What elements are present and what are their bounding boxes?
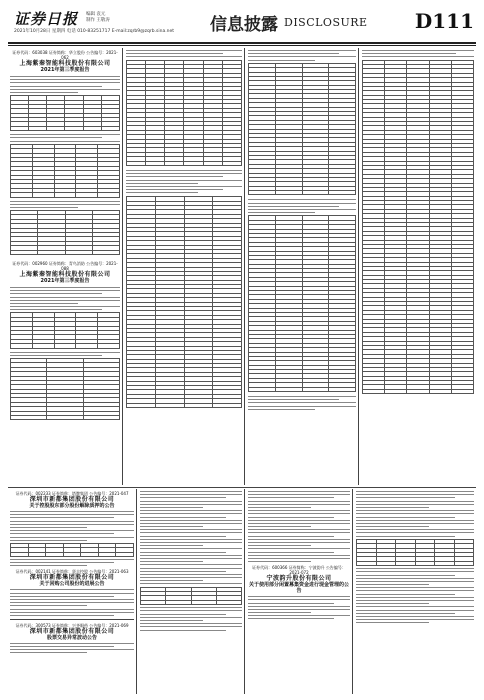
notice-title: 深圳市新都集团股份有限公司 xyxy=(29,574,115,582)
financial-table xyxy=(126,196,242,408)
lower-column-1 xyxy=(10,491,134,694)
notice-header: 证券代码：002960 证券简称：青鸟消防 公告编号：2021-088 xyxy=(12,260,118,271)
financial-table xyxy=(248,63,356,196)
notice-header: 证券代码：600366 证券简称：宁波韵升 公告编号：2021-072 xyxy=(252,565,346,576)
column-3 xyxy=(248,50,356,485)
financial-table xyxy=(10,144,120,198)
notice-subtitle: 股票交易异常波动公告 xyxy=(46,634,97,641)
editor-credits: 编辑 袁元 制作 王敬涛 xyxy=(86,12,110,23)
lower-column-2 xyxy=(140,491,242,694)
section-subtitle: DISCLOSURE xyxy=(284,16,368,29)
notice-subtitle: 关于控股股东部分股份解除质押的公告 xyxy=(29,503,115,509)
notice-title: 深圳市新都集团股份有限公司 xyxy=(29,496,115,503)
pledge-table xyxy=(10,543,134,557)
notice-title: 深圳市新都集团股份有限公司 xyxy=(29,627,115,635)
notice-subtitle: 关于使用部分闲置募集资金进行现金管理的公告 xyxy=(248,582,349,595)
lower-column-3 xyxy=(248,491,350,694)
financial-table xyxy=(10,358,120,420)
data-table xyxy=(356,539,474,566)
column-divider xyxy=(244,489,245,694)
notice-header: 证券代码：002141 证券简称：贤丰控股 公告编号：2021-063 xyxy=(15,569,129,575)
financial-table xyxy=(10,210,120,255)
column-2 xyxy=(126,50,242,485)
financial-table xyxy=(248,215,356,392)
financial-table xyxy=(362,60,474,395)
masthead-rule-thin xyxy=(8,45,476,46)
notice-subtitle: 2021年第三季度报告 xyxy=(40,277,90,284)
masthead xyxy=(8,6,476,44)
notice-header: 证券代码：603038 证券简称：华立股份 公告编号：2021-062 xyxy=(12,50,118,60)
section-title: 信息披露 xyxy=(210,15,278,35)
column-4 xyxy=(362,50,474,485)
column-divider xyxy=(244,48,245,485)
notice-subtitle: 2021年第三季度报告 xyxy=(40,67,90,73)
financial-table xyxy=(10,312,120,348)
masthead-rule xyxy=(8,42,476,44)
column-1 xyxy=(10,50,120,485)
notice-header: 证券代码：002233 证券简称：塔牌集团 公告编号：2021-047 xyxy=(15,491,129,496)
dateline: 2021年10月28日 星期四 电话 010-83251717 E-mail:zqrb9@zqrb.sina.net xyxy=(14,29,175,34)
data-table xyxy=(140,587,242,606)
notice-subtitle: 关于回购公司股份的进展公告 xyxy=(39,581,105,588)
column-divider xyxy=(122,48,123,485)
financial-table xyxy=(126,60,242,166)
body-text-block xyxy=(10,76,120,93)
notice-title: 上海紫秦智能科技股份有限公司 xyxy=(19,270,111,278)
column-divider xyxy=(352,489,353,694)
lower-column-4 xyxy=(356,491,474,694)
column-divider xyxy=(358,48,359,485)
financial-table xyxy=(10,95,120,131)
newspaper-logo: 证券日报 xyxy=(14,10,79,28)
column-divider xyxy=(136,489,137,694)
section-divider xyxy=(8,487,476,488)
notice-title: 宁波韵升股份有限公司 xyxy=(266,575,332,583)
notice-header: 证券代码：300573 证券简称：兴齐眼药 公告编号：2021-069 xyxy=(15,622,129,628)
notice-title: 上海紫秦智能科技股份有限公司 xyxy=(19,60,111,67)
page-number: D111 xyxy=(414,9,474,33)
